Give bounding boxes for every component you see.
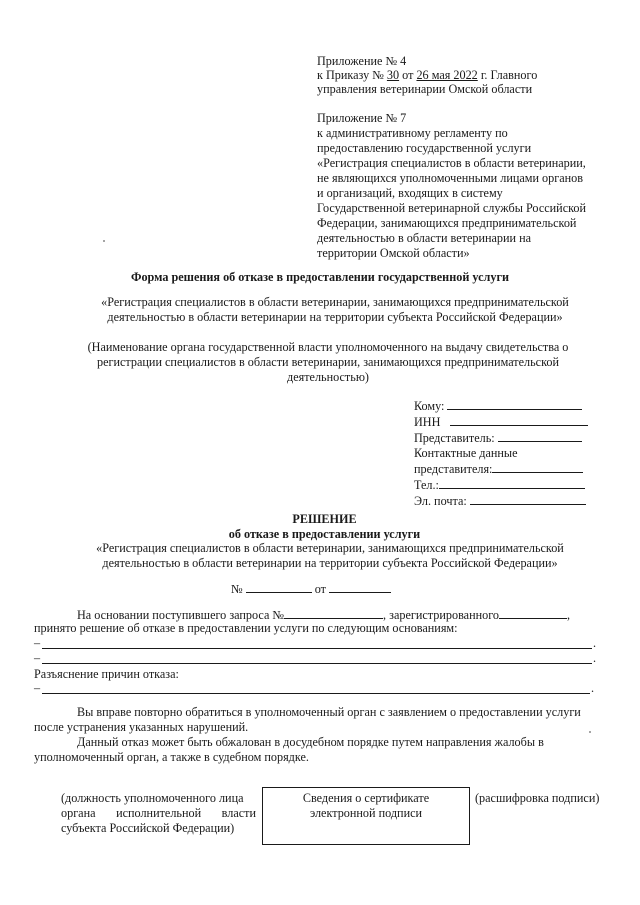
appendix4-order-prefix: к Приказу №: [317, 68, 387, 82]
recipient-to-field[interactable]: [447, 398, 582, 410]
representative-field[interactable]: [498, 430, 582, 442]
appendix7-line: и организаций, входящих в систему: [317, 186, 503, 200]
appendix7-line: предоставлению государственной услуги: [317, 141, 532, 155]
basis-line-2: принято решение об отказе в предоставлении услуги по следующим основаниям:: [34, 621, 458, 635]
recipient-inn-field[interactable]: [450, 414, 588, 426]
basis-text-2: , зарегистрированного: [383, 608, 500, 622]
phone-field[interactable]: [439, 477, 585, 489]
recipient-block: [414, 398, 588, 509]
decision-service: [0, 541, 640, 571]
recipient-to: [414, 398, 588, 414]
appendix7-line: «Регистрация специалистов в области ветеринарии,: [317, 156, 586, 170]
reason-dash-2: –: [34, 651, 41, 665]
decision-heading: РЕШЕНИЕ: [292, 512, 357, 526]
service-name: [0, 295, 640, 325]
service-name-line: деятельностью в области ветеринарии на территории субъекта Российской Федерации»: [107, 310, 563, 324]
explain-line[interactable]: [42, 693, 590, 694]
reason-line-2[interactable]: [42, 663, 592, 664]
email-label: Эл. почта:: [414, 494, 467, 508]
paragraph1-line1: Вы вправе повторно обратиться в уполномоченный орган с заявлением о предоставлении услуги: [77, 705, 581, 719]
recipient-contacts: [414, 461, 588, 477]
appendix7-line: к административному регламенту по: [317, 126, 508, 140]
recipient-phone: [414, 477, 588, 493]
position-word: власти: [221, 806, 256, 820]
number-label: №: [231, 582, 243, 596]
decision-subheading: об отказе в предоставлении услуги: [228, 527, 421, 541]
scan-speck: [103, 240, 105, 242]
email-field[interactable]: [470, 493, 586, 505]
appendix7-line: Федерации, занимающихся предпринимательской: [317, 216, 577, 230]
reason-period-1: .: [593, 636, 597, 650]
contacts-field[interactable]: [492, 461, 583, 473]
order-date: 26 мая 2022: [416, 68, 478, 82]
certificate-line-1: Сведения о сертификате: [302, 791, 430, 805]
appendix4-order-mid: от: [399, 68, 417, 82]
appendix7-text: [317, 126, 586, 261]
number-field[interactable]: [246, 581, 312, 593]
certificate-box: [262, 787, 470, 845]
authority-note: [0, 340, 640, 385]
date-label: от: [314, 582, 326, 596]
request-number-field[interactable]: [284, 607, 383, 619]
position-line: (должность уполномоченного лица: [61, 791, 244, 805]
paragraph2-line1: Данный отказ может быть обжалован в досудебном порядке путем направления жалобы в: [77, 735, 544, 749]
recipient-contacts-label: Контактные данные: [414, 446, 518, 460]
position-word: исполнительной: [116, 806, 202, 820]
decision-number-date: [231, 581, 391, 597]
explain-period: .: [591, 681, 595, 695]
appendix7-line: не являющихся уполномоченными лицами органов: [317, 171, 584, 185]
explain-label: Разъяснение причин отказа:: [34, 667, 179, 681]
contacts-label: представителя:: [414, 462, 493, 476]
appendix7-line: Государственной ветеринарной службы Российской: [317, 201, 587, 215]
position-line: [61, 806, 256, 821]
authority-note-line: регистрации специалистов в области ветеринарии, занимающихся предпринимательской: [97, 355, 559, 369]
reason-line-1[interactable]: [42, 648, 592, 649]
explain-dash: –: [34, 681, 41, 695]
paragraph2-line2: уполномоченный орган, а также в судебном порядке.: [34, 750, 309, 764]
decision-service-line: «Регистрация специалистов в области ветеринарии, занимающихся предпринимательской: [96, 541, 564, 555]
position-line: субъекта Российской Федерации): [61, 821, 235, 835]
basis-comma: ,: [567, 608, 571, 622]
decision-service-line: деятельностью в области ветеринарии на территории субъекта Российской Федерации»: [102, 556, 558, 570]
reason-period-2: .: [593, 651, 597, 665]
appendix7-line: территории Омской области»: [317, 246, 470, 260]
representative-label: Представитель:: [414, 431, 495, 445]
authority-note-line: деятельностью): [287, 370, 369, 384]
signature-decode: (расшифровка подписи): [475, 791, 600, 805]
form-title: Форма решения об отказе в предоставлении государственной услуги: [130, 270, 510, 284]
phone-label: Тел.:: [414, 478, 439, 492]
appendix4-order-line: [317, 68, 537, 83]
recipient-inn: [414, 414, 588, 430]
paragraph1-line2: после устранения указанных нарушений.: [34, 720, 249, 734]
appendix4-title: Приложение № 4: [317, 54, 407, 68]
appendix7-title: Приложение № 7: [317, 111, 407, 125]
appendix4-authority: управления ветеринарии Омской области: [317, 82, 533, 96]
recipient-inn-label: ИНН: [414, 415, 441, 429]
recipient-email: [414, 493, 588, 509]
service-name-line: «Регистрация специалистов в области ветеринарии, занимающихся предпринимательской: [101, 295, 569, 309]
scan-speck: [589, 731, 591, 733]
registered-field[interactable]: [499, 607, 567, 619]
appendix7-line: деятельностью в области ветеринарии на: [317, 231, 532, 245]
authority-note-line: (Наименование органа государственной власти уполномоченного на выдачу свидетельства о: [87, 340, 569, 354]
recipient-to-label: Кому:: [414, 399, 445, 413]
position-caption: [61, 791, 256, 836]
basis-text-1: На основании поступившего запроса №: [77, 608, 285, 622]
recipient-representative: [414, 430, 588, 446]
position-word: органа: [61, 806, 96, 820]
reason-dash-1: –: [34, 636, 41, 650]
date-field[interactable]: [329, 581, 391, 593]
certificate-line-2: электронной подписи: [309, 806, 423, 820]
order-number: 30: [386, 68, 400, 82]
appendix4-order-post: г. Главного: [477, 68, 538, 82]
